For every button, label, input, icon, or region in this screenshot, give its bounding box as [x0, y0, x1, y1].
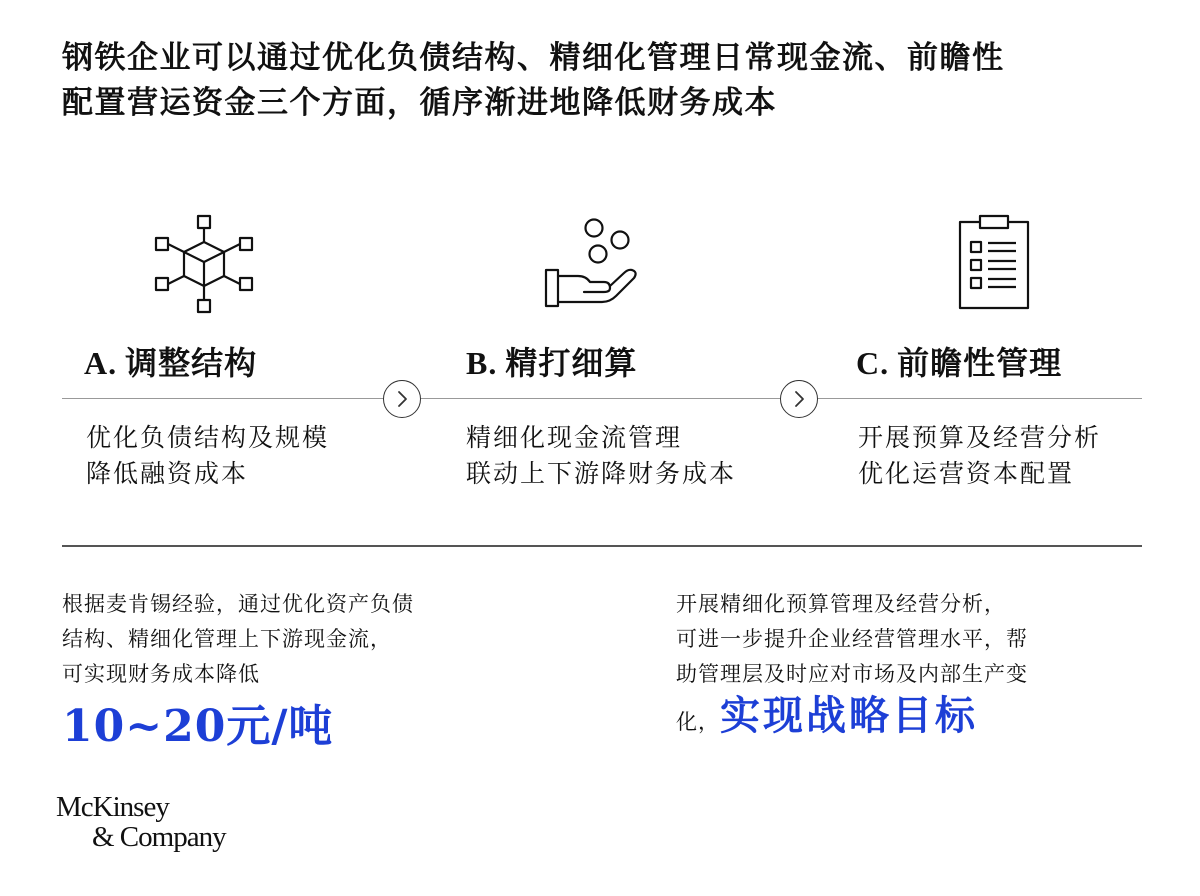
right-note-line-3: 助管理层及时应对市场及内部生产变	[676, 662, 1028, 686]
cost-reduction-highlight: 10~20元/吨	[62, 701, 334, 752]
left-note-line-1: 根据麦肯锡经验，通过优化资产负债	[62, 592, 414, 616]
column-b-title-text: 精打细算	[505, 344, 638, 382]
column-a-line-1: 优化负债结构及规模	[86, 423, 330, 452]
chevron-right-icon	[383, 380, 421, 418]
column-a-letter: A.	[84, 345, 118, 381]
left-note-line-3: 可实现财务成本降低	[62, 662, 260, 686]
chevron-right-icon	[780, 380, 818, 418]
network-cube-icon	[150, 212, 260, 316]
mckinsey-logo	[56, 792, 226, 852]
column-c-title-text: 前瞻性管理	[897, 344, 1063, 382]
left-note	[62, 587, 414, 692]
clipboard-checklist-icon	[940, 212, 1050, 316]
right-note-last-prefix: 化，	[676, 710, 720, 734]
hand-coins-icon	[540, 212, 650, 316]
column-a-title	[84, 338, 257, 384]
right-note-line-1: 开展精细化预算管理及经营分析，	[676, 592, 1006, 616]
column-b-line-1: 精细化现金流管理	[466, 423, 683, 452]
column-b-line-2: 联动上下游降财务成本	[466, 459, 737, 488]
strategic-goal-highlight: 实现战略目标	[720, 692, 978, 739]
column-c-title	[856, 338, 1062, 384]
right-note-line-2: 可进一步提升企业经营管理水平，帮	[676, 627, 1028, 651]
column-divider-rule	[62, 398, 1142, 399]
section-divider-rule	[62, 545, 1142, 547]
right-note	[676, 587, 1028, 740]
column-a-line-2: 降低融资成本	[86, 459, 249, 488]
column-c-line-2: 优化运营资本配置	[858, 459, 1075, 488]
left-note-line-2: 结构、精细化管理上下游现金流，	[62, 627, 392, 651]
headline-line-1: 钢铁企业可以通过优化负债结构、精细化管理日常现金流、前瞻性	[62, 40, 1005, 76]
column-c-line-1: 开展预算及经营分析	[858, 423, 1102, 452]
headline	[62, 36, 1152, 126]
column-c-body	[858, 420, 1101, 492]
column-b-letter: B.	[466, 345, 498, 381]
logo-line-1: McKinsey	[56, 791, 169, 823]
column-a-title-text: 调整结构	[125, 344, 258, 382]
column-a-body	[86, 420, 329, 492]
headline-line-2: 配置营运资金三个方面，循序渐进地降低财务成本	[62, 85, 777, 121]
right-note-line-4	[676, 692, 1028, 740]
column-c-letter: C.	[856, 345, 890, 381]
logo-line-2: & Company	[92, 821, 226, 853]
column-b-body	[466, 420, 736, 492]
column-b-title	[466, 338, 637, 384]
